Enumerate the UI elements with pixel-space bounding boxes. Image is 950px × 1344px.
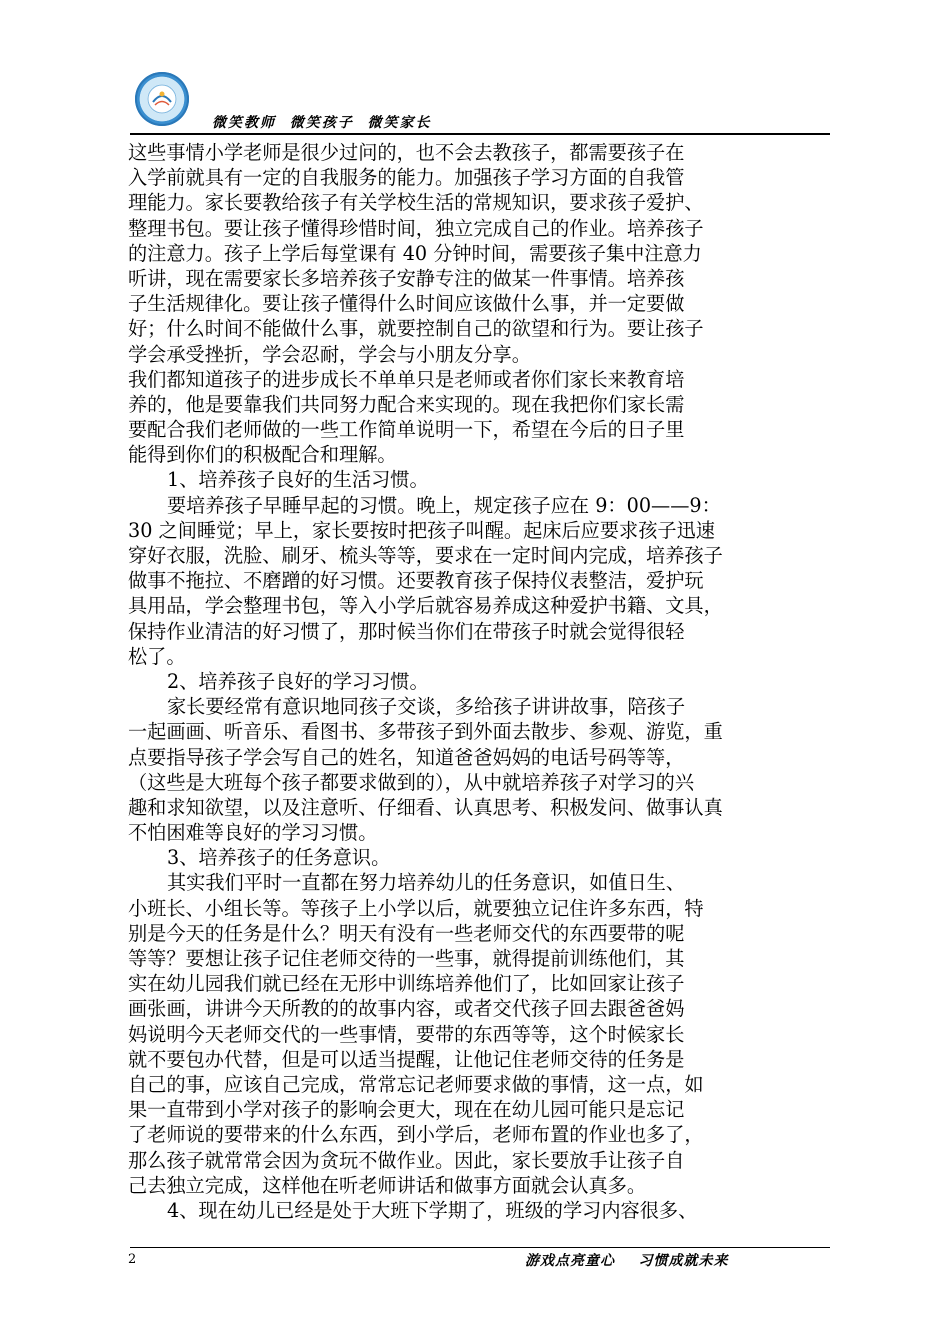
text-line: 了老师说的要带来的什么东西，到小学后，老师布置的作业也多了，	[128, 1123, 704, 1147]
text-line: 4、现在幼儿已经是处于大班下学期了，班级的学习内容很多、	[167, 1198, 698, 1222]
text-line: 果一直带到小学对孩子的影响会更大，现在在幼儿园可能只是忘记	[128, 1098, 685, 1122]
page-number: 2	[128, 1252, 137, 1267]
text-line: 学会承受挫折，学会忍耐，学会与小朋友分享。	[128, 342, 531, 366]
text-line: 这些事情小学老师是很少过问的，也不会去教孩子，都需要孩子在	[128, 141, 685, 164]
text-line: 点要指导孩子学会写自己的姓名，知道爸爸妈妈的电话号码等等，	[128, 745, 685, 769]
text-line: 松了。	[128, 644, 186, 668]
text-line: 理能力。家长要教给孩子有关学校生活的常规知识，要求孩子爱护、	[128, 191, 704, 215]
footer-rule	[130, 1247, 830, 1248]
text-line: 要配合我们老师做的一些工作简单说明一下，希望在今后的日子里	[128, 418, 685, 442]
logo-emblem-icon	[135, 72, 189, 126]
text-line: 30 之间睡觉；早上，家长要按时把孩子叫醒。起床后应要求孩子迅速	[128, 518, 715, 542]
school-logo	[135, 72, 189, 126]
text-line: 保持作业清洁的好习惯了，那时候当你们在带孩子时就会觉得很轻	[128, 619, 685, 643]
text-line: （这些是大班每个孩子都要求做到的），从中就培养孩子对学习的兴	[128, 770, 695, 794]
text-line: 己去独立完成，这样他在听老师讲话和做事方面就会认真多。	[128, 1173, 647, 1197]
text-line: 等等？要想让孩子记住老师交待的一些事，就得提前训练他们，其	[128, 947, 685, 970]
text-line: 3、培养孩子的任务意识。	[167, 846, 391, 870]
text-line: 妈说明今天老师交代的一些事情，要带的东西等等，这个时候家长	[128, 1022, 685, 1046]
header-rule	[130, 133, 830, 135]
text-line: 画张画，讲讲今天所教的的故事内容，或者交代孩子回去跟爸爸妈	[128, 997, 685, 1021]
text-line: 家长要经常有意识地同孩子交谈，多给孩子讲讲故事，陪孩子	[167, 695, 686, 719]
text-line: 入学前就具有一定的自我服务的能力。加强孩子学习方面的自我管	[128, 166, 685, 190]
text-line: 不怕困难等良好的学习习惯。	[128, 821, 378, 845]
text-line: 我们都知道孩子的进步成长不单单只是老师或者你们家长来教育培	[128, 367, 685, 391]
text-line: 做事不拖拉、不磨蹭的好习惯。还要教育孩子保持仪表整洁，爱护玩	[128, 569, 704, 593]
text-line: 实在幼儿园我们就已经在无形中训练培养他们了，比如回家让孩子	[128, 972, 685, 996]
text-line: 2、培养孩子良好的学习习惯。	[167, 669, 429, 693]
text-line: 自己的事，应该自己完成，常常忘记老师要求做的事情，这一点，如	[128, 1072, 704, 1096]
text-line: 听讲，现在需要家长多培养孩子安静专注的做某一件事情。培养孩	[128, 266, 685, 290]
text-line: 那么孩子就常常会因为贪玩不做作业。因此，家长要放手让孩子自	[128, 1148, 685, 1172]
text-line: 就不要包办代替，但是可以适当提醒，让他记住老师交待的任务是	[128, 1047, 685, 1071]
text-line: 其实我们平时一直都在努力培养幼儿的任务意识，如值日生、	[167, 871, 686, 895]
text-line: 趣和求知欲望，以及注意听、仔细看、认真思考、积极发问、做事认真	[128, 795, 723, 819]
text-line: 能得到你们的积极配合和理解。	[128, 443, 397, 467]
document-body	[128, 140, 828, 1223]
text-line: 子生活规律化。要让孩子懂得什么时间应该做什么事，并一定要做	[128, 292, 685, 316]
text-line: 别是今天的任务是什么？明天有没有一些老师交代的东西要带的呢	[128, 921, 685, 945]
text-line: 好；什么时间不能做什么事，就要控制自己的欲望和行为。要让孩子	[128, 317, 704, 341]
text-line: 的注意力。孩子上学后每堂课有 40 分钟时间，需要孩子集中注意力	[128, 241, 702, 265]
text-line: 1、培养孩子良好的生活习惯。	[167, 468, 429, 492]
text-line: 一起画画、听音乐、看图书、多带孩子到外面去散步、参观、游览，重	[128, 720, 723, 744]
text-line: 整理书包。要让孩子懂得珍惜时间，独立完成自己的作业。培养孩子	[128, 216, 704, 240]
header-motto: 微笑教师 微笑孩子 微笑家长	[212, 115, 432, 131]
text-line: 养的，他是要靠我们共同努力配合来实现的。现在我把你们家长需	[128, 392, 685, 416]
text-line: 具用品，学会整理书包，等入小学后就容易养成这种爱护书籍、文具，	[128, 594, 723, 618]
text-line: 穿好衣服，洗脸、刷牙、梳头等等，要求在一定时间内完成，培养孩子	[128, 544, 723, 567]
text-line: 小班长、小组长等。等孩子上小学以后，就要独立记住许多东西，特	[128, 896, 704, 920]
footer-motto: 游戏点亮童心 习惯成就未来	[525, 1253, 729, 1269]
text-line: 要培养孩子早睡早起的习惯。晚上，规定孩子应在 9：00——9：	[167, 493, 721, 517]
